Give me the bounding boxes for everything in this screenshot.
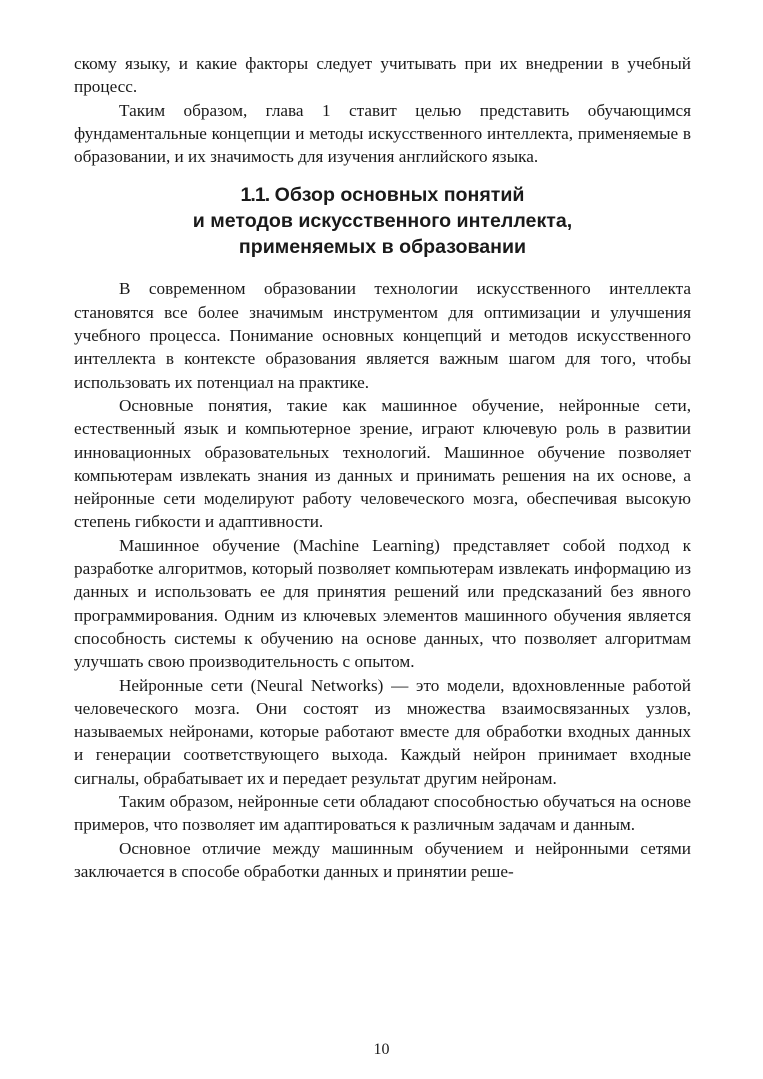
body-paragraph-4: Нейронные сети (Neural Networks) — это модели, вдохновленные работой человеческого мозга. Они состоят из множества взаимосвязанных узлов, называемых нейронами, которые работают вместе для обработки входных данных и генерации соответствующего выхода. Каждый нейрон принимает входные сигналы, обрабатывает их и передает результат другим нейронам. [74, 675, 691, 788]
section-title-line-3: применяемых в образовании [238, 236, 527, 259]
body-paragraph-5: Таким образом, нейронные сети обладают способностью обучаться на основе примеров, что позволяет им адаптироваться к различным задачам и данным. [74, 792, 691, 835]
body-paragraph-2: Основные понятия, такие как машинное обучение, нейронные сети, естественный язык и компьютерное зрение, играют ключевую роль в развитии инновационных образовательных технологий. Машинное обучение позволяет компьютерам извлекать знания из данных и принимать решения на их основе, а нейронные сети моделируют работу человеческого мозга, обеспечивая высокую степень гибкости и адаптивности. [74, 395, 691, 532]
body-paragraph-6: Основное отличие между машинным обучением и нейронными сетями заключается в способе обработки данных и принятии реше- [74, 838, 691, 881]
body-paragraph-3: Машинное обучение (Machine Learning) представляет собой подход к разработке алгоритмов, который позволяет компьютерам извлекать информацию из данных и использовать ее для принятия решений или предсказаний без явного программирования. Одним из ключевых элементов машинного обучения является способность системы к обучению на основе данных, что позволяет алгоритмам улучшать свою производительность с опытом. [74, 535, 691, 672]
section-title-line-2: и методов искусственного интеллекта, [192, 210, 573, 233]
page-content [74, 52, 691, 883]
section-number: 1.1. [240, 184, 270, 207]
section-title-line-1: Обзор основных понятий [274, 184, 525, 207]
page-number: 10 [373, 1041, 390, 1058]
intro-paragraph-continued: скому языку, и какие факторы следует учитывать при их внедрении в учебный процесс. [74, 54, 691, 97]
intro-paragraph-summary: Таким образом, глава 1 ставит целью представить обучающимся фундаментальные концепции и методы искусственного интеллекта, применяемые в образовании, и их значимость для изучения английского языка. [74, 100, 691, 167]
section-heading [74, 182, 691, 260]
section-heading-line-1 [74, 182, 691, 208]
body-paragraph-1: В современном образовании технологии искусственного интеллекта становятся все более значимым инструментом для оптимизации и улучшения учебного процесса. Понимание основных концепций и методов искусственного интеллекта в контексте образования является важным шагом для того, чтобы использовать их потенциал на практике. [74, 279, 691, 392]
